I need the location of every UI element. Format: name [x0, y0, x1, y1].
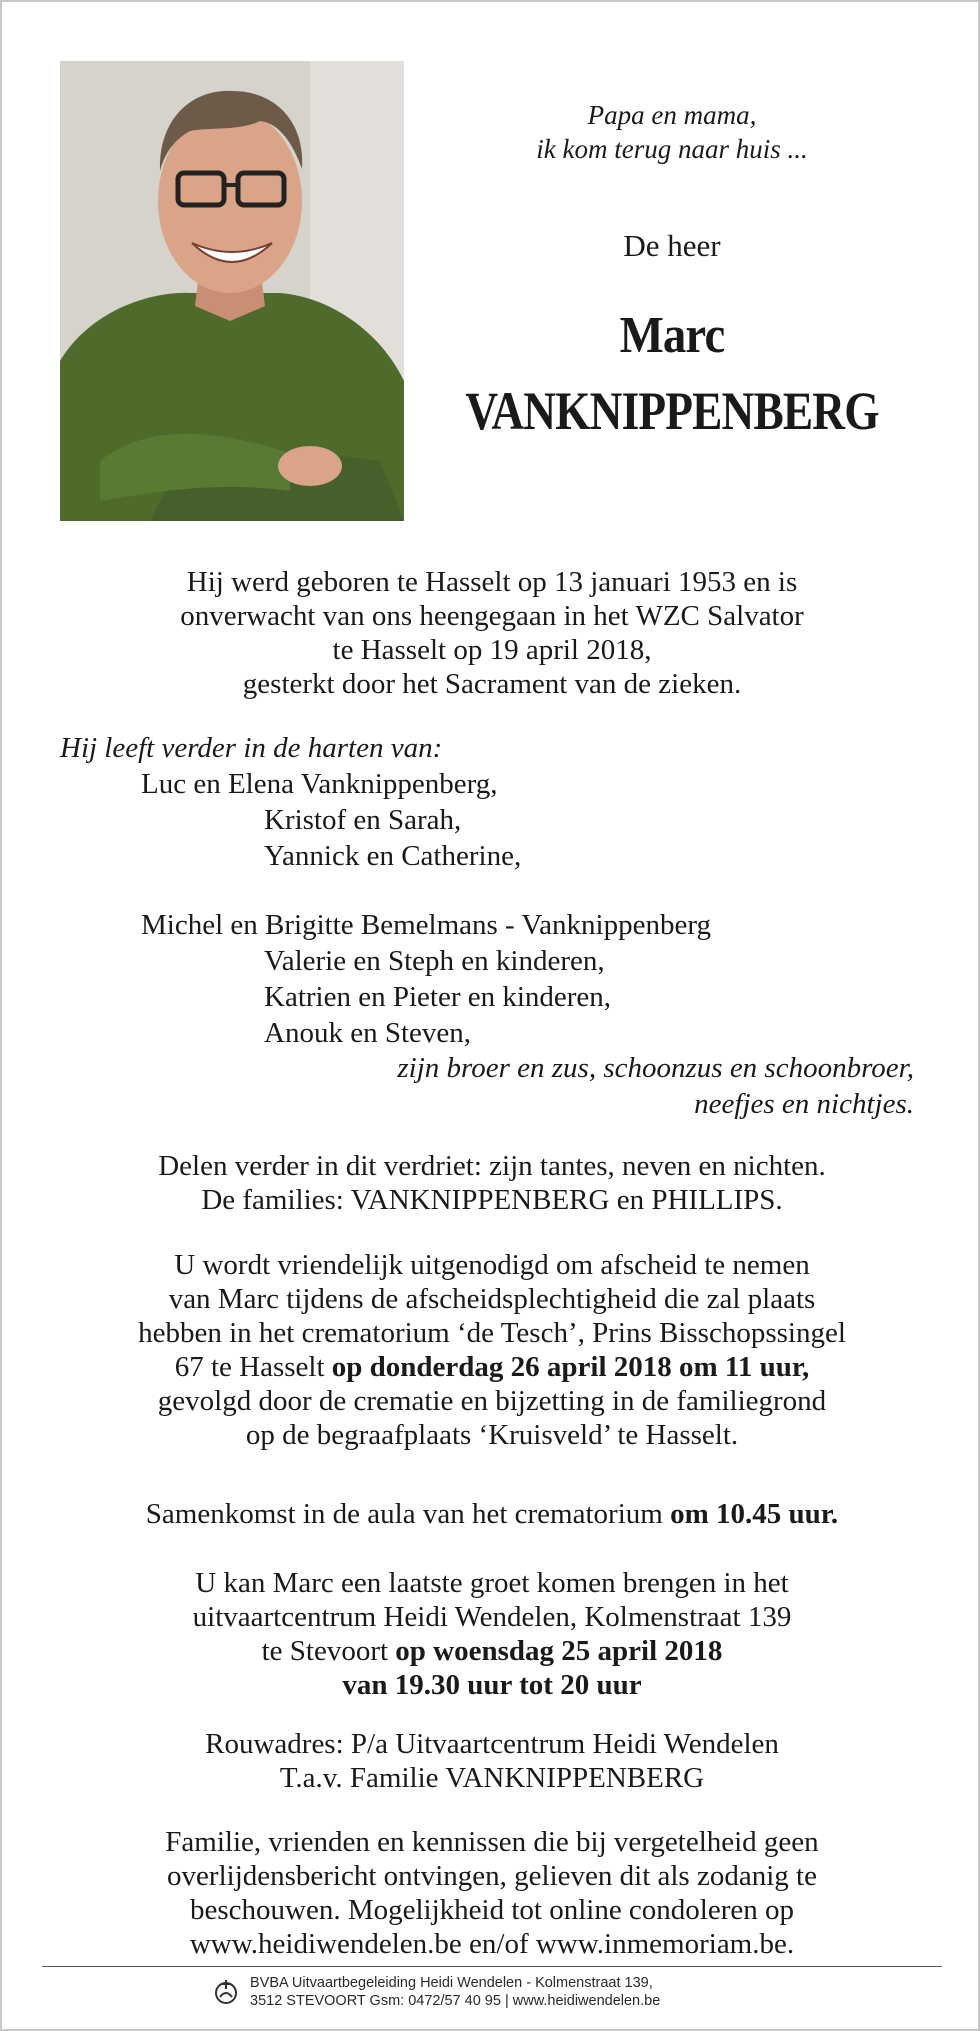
footer-line: BVBA Uitvaartbegeleiding Heidi Wendelen - Kolmenstraat 139,	[250, 1975, 653, 1991]
paragraph-line: beschouwen. Mogelijkheid tot online condoleren op	[189, 1894, 795, 1926]
visit-place: te Stevoort	[261, 1635, 396, 1667]
visit-date: op woensdag 25 april 2018	[395, 1635, 723, 1667]
paragraph-line: Delen verder in dit verdriet: zijn tantes, neven en nichten.	[158, 1150, 826, 1182]
footer	[214, 1974, 660, 2010]
motto-line: Papa en mama,	[587, 100, 757, 130]
paragraph-line: hebben in het crematorium ‘de Tesch’, Prins Bisschopssingel	[138, 1317, 846, 1349]
paragraph-line	[42, 1350, 942, 1384]
paragraph-line: De families: VANKNIPPENBERG en PHILLIPS.	[201, 1184, 783, 1216]
paragraph-line: Familie, vrienden en kennissen die bij vergetelheid geen	[165, 1826, 819, 1858]
paragraph-line: U wordt vriendelijk uitgenodigd om afscheid te nemen	[174, 1249, 810, 1281]
visit-paragraph	[42, 1566, 942, 1702]
gathering-paragraph	[42, 1497, 942, 1531]
footer-text	[250, 1974, 660, 2010]
ceremony-date: op donderdag 26 april 2018 om 11 uur,	[331, 1351, 810, 1383]
paragraph-line: www.heidiwendelen.be en/of www.inmemoriam.be.	[189, 1928, 795, 1960]
funeral-home-logo-icon	[214, 1977, 238, 2007]
gathering-text: Samenkomst in de aula van het crematorium	[145, 1498, 671, 1530]
birth-death-paragraph	[42, 565, 942, 701]
motto-quote	[442, 98, 902, 166]
closing-paragraph	[42, 1825, 942, 1961]
relation-line: zijn broer en zus, schoonzus en schoonbroer,	[397, 1052, 914, 1084]
family2-child: Katrien en Pieter en kinderen,	[264, 981, 612, 1013]
paragraph-line: gesterkt door het Sacrament van de zieken.	[242, 668, 742, 700]
ceremony-paragraph	[42, 1248, 942, 1452]
paragraph-line: Hij werd geboren te Hasselt op 13 januari 1953 en is	[186, 566, 798, 598]
paragraph-line: op de begraafplaats ‘Kruisveld’ te Hasselt.	[245, 1419, 739, 1451]
portrait-photo-icon	[60, 61, 404, 521]
relation-line: neefjes en nichtjes.	[694, 1088, 914, 1120]
survivors-intro: Hij leeft verder in de harten van:	[60, 732, 443, 764]
family2-child: Anouk en Steven,	[264, 1017, 471, 1049]
paragraph-line: Rouwadres: P/a Uitvaartcentrum Heidi Wendelen	[205, 1728, 779, 1760]
ceremony-location: 67 te Hasselt	[174, 1351, 332, 1383]
relation-lines	[214, 1050, 914, 1122]
address-paragraph	[42, 1727, 942, 1795]
visit-time: van 19.30 uur tot 20 uur	[342, 1669, 642, 1701]
paragraph-line: uitvaartcentrum Heidi Wendelen, Kolmenstraat 139	[192, 1601, 792, 1633]
paragraph-line: overlijdensbericht ontvingen, gelieven dit als zodanig te	[167, 1860, 817, 1892]
family1-child: Yannick en Catherine,	[264, 840, 522, 872]
family2-child: Valerie en Steph en kinderen,	[264, 945, 605, 977]
footer-divider	[42, 1966, 942, 1967]
motto-line: ik kom terug naar huis ...	[536, 134, 808, 164]
footer-line: 3512 STEVOORT Gsm: 0472/57 40 95 | www.heidiwendelen.be	[250, 1993, 661, 2009]
family2-parents: Michel en Brigitte Bemelmans - Vanknippenberg	[141, 909, 711, 941]
honorific: De heer	[623, 228, 721, 263]
first-name: Marc	[619, 307, 725, 364]
family1-parents: Luc en Elena Vanknippenberg,	[141, 768, 498, 800]
sharing-paragraph	[42, 1149, 942, 1217]
paragraph-line	[42, 1497, 942, 1531]
paragraph-line: T.a.v. Familie VANKNIPPENBERG	[279, 1762, 705, 1794]
gathering-time: om 10.45 uur.	[670, 1498, 839, 1530]
last-name: VANKNIPPENBERG	[465, 381, 879, 441]
paragraph-line: U kan Marc een laatste groet komen brengen in het	[195, 1567, 789, 1599]
family1-child: Kristof en Sarah,	[264, 804, 462, 836]
paragraph-line: gevolgd door de crematie en bijzetting in de familiegrond	[157, 1385, 827, 1417]
paragraph-line	[42, 1634, 942, 1668]
paragraph-line: van Marc tijdens de afscheidsplechtigheid die zal plaats	[168, 1283, 816, 1315]
paragraph-line: onverwacht van ons heengegaan in het WZC Salvator	[180, 600, 804, 632]
paragraph-line: te Hasselt op 19 april 2018,	[332, 634, 652, 666]
